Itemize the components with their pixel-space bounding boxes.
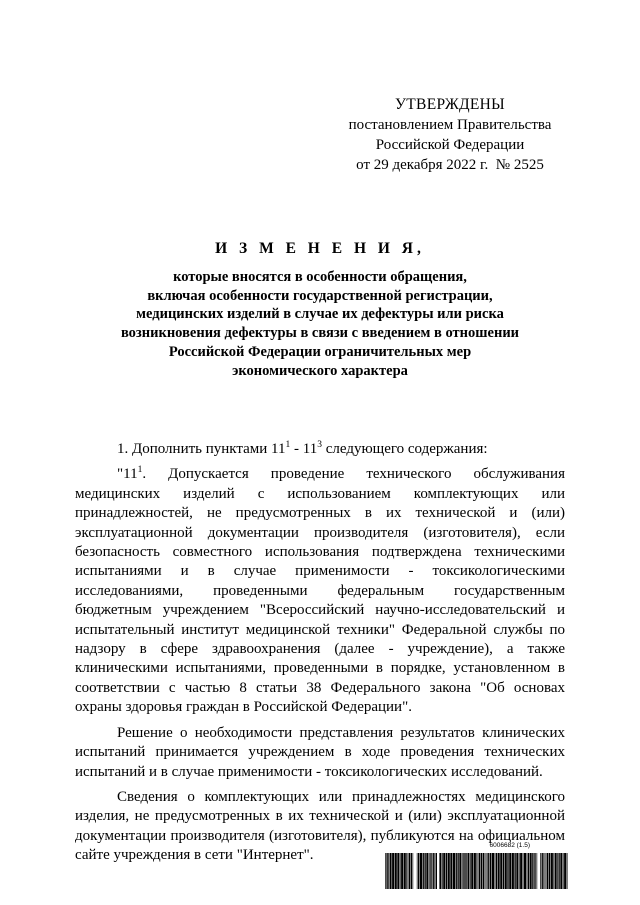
barcode-bar (488, 853, 489, 889)
barcode-bar (443, 853, 445, 889)
barcode-bar (496, 853, 497, 889)
barcode-bar (500, 853, 502, 889)
barcode-bar (514, 853, 515, 889)
subtitle-line: включая особенности государственной регистрации, (147, 287, 493, 304)
subtitle-line: Российской Федерации ограничительных мер (168, 343, 472, 360)
barcode-bar (408, 853, 409, 889)
barcode-bar (487, 853, 488, 889)
barcode-bar (495, 853, 496, 889)
barcode-bar (431, 853, 432, 889)
item-1-intro: 1. Дополнить пунктами $11^1 - 11^3$ следующего содержания: (117, 440, 488, 457)
document-barcode (384, 842, 568, 892)
barcode-bar (457, 853, 458, 889)
paragraph-11-1: "$11^1$. Допускается проведение технического обслуживания медицинских изделий с использованием комплектующих или принадлежностей, не предусмотренных в их технической и (или) эксплуатационной документации производителя (изготовителя), если безопасность совместного использования подтверждена техническими испытаниями и в случае применимости - токсикологическими исследованиями, проведенными федеральным государственным бюджетным учреждением "Всероссийский научно-исследовательский и испытательный институт медицинской техники" Федеральной службы по надзору в сфере здравоохранения (далее - учреждение), а также клиническими испытаниями, проведенными в порядке, установленном в соответствии с частью 8 статьи 38 Федерального закона "Об основах охраны здоровья граждан в Российской Федерации". (75, 465, 565, 716)
barcode-bar (459, 853, 461, 889)
barcode-bar (537, 853, 538, 889)
barcode-bar (385, 853, 386, 889)
barcode-bar (509, 853, 511, 889)
barcode-icon (384, 853, 568, 889)
barcode-bar (478, 853, 479, 889)
barcode-bar (417, 853, 418, 889)
barcode-bar (429, 853, 430, 889)
barcode-bar (479, 853, 480, 889)
barcode-bar (406, 853, 407, 889)
barcode-bar (450, 853, 452, 889)
barcode-bar (520, 853, 522, 889)
barcode-bar (434, 853, 435, 889)
barcode-bar (390, 853, 392, 889)
barcode-bar (528, 853, 529, 889)
barcode-bar (423, 853, 424, 889)
barcode-bar (463, 853, 464, 889)
barcode-caption: 6006682 (1.5) (489, 842, 530, 849)
barcode-bar (560, 853, 562, 889)
barcode-bar (530, 853, 532, 889)
barcode-bar (448, 853, 450, 889)
barcode-bar (456, 853, 457, 889)
barcode-bar (555, 853, 557, 889)
barcode-bar (433, 853, 434, 889)
barcode-bar (424, 853, 425, 889)
subtitle-line: экономического характера (232, 362, 408, 379)
barcode-bar (503, 853, 504, 889)
barcode-bar (543, 853, 544, 889)
barcode-bar (524, 853, 526, 889)
approval-line-2: Российской Федерации (375, 137, 525, 153)
barcode-bar (400, 853, 401, 889)
barcode-bar (397, 853, 399, 889)
barcode-bar (527, 853, 528, 889)
barcode-bar (507, 853, 508, 889)
barcode-bar (558, 853, 559, 889)
barcode-bar (418, 853, 419, 889)
barcode-bar (567, 853, 568, 889)
barcode-bar (467, 853, 469, 889)
approval-line-1: постановлением Правительства (348, 117, 552, 133)
paragraph-decision: Решение о необходимости представления результатов клинических испытаний принимается учреждением в ходе проведения технических испытаний и в случае применимости - токсикологических исследований. (75, 724, 565, 780)
approval-date-number: от 29 декабря 2022 г. № 2525 (356, 157, 544, 173)
barcode-bar (462, 853, 463, 889)
barcode-bar (540, 853, 541, 889)
barcode-bar (492, 853, 494, 889)
barcode-bar (436, 853, 437, 889)
barcode-bar (551, 853, 553, 889)
barcode-bar (545, 853, 546, 889)
subtitle-line: медицинских изделий в случае их дефектуры или риска (136, 306, 504, 323)
barcode-bar (564, 853, 566, 889)
barcode-bar (442, 853, 443, 889)
barcode-bar (483, 853, 484, 889)
barcode-bar (535, 853, 536, 889)
barcode-bar (409, 853, 410, 889)
paragraph-info: Сведения о комплектующих или принадлежностях медицинского изделия, не предусмотренных в их технической и (или) эксплуатационной документации производителя (изготовителя), публикуются на официальном сайте учреждения в сети "Интернет". (75, 788, 565, 864)
barcode-bar (426, 853, 428, 889)
barcode-bar (481, 853, 482, 889)
barcode-bar (542, 853, 543, 889)
barcode-bar (523, 853, 524, 889)
barcode-bar (549, 853, 550, 889)
barcode-bar (519, 853, 520, 889)
barcode-bar (485, 853, 486, 889)
subtitle-line: возникновения дефектуры в связи с введением в отношении (120, 325, 520, 342)
barcode-bar (453, 853, 455, 889)
barcode-bar (470, 853, 471, 889)
barcode-bar (430, 853, 431, 889)
barcode-bar (534, 853, 535, 889)
barcode-bar (516, 853, 518, 889)
approval-stamp (330, 95, 570, 175)
barcode-bar (411, 853, 412, 889)
barcode-bar (386, 853, 387, 889)
barcode-bar (401, 853, 403, 889)
barcode-bar (512, 853, 514, 889)
barcode-bar (505, 853, 507, 889)
barcode-bar (392, 853, 394, 889)
barcode-bar (388, 853, 389, 889)
document-subtitle (110, 268, 530, 380)
approval-heading: УТВЕРЖДЕНЫ (395, 96, 505, 113)
barcode-bar (547, 853, 548, 889)
barcode-bar (395, 853, 397, 889)
document-title: И З М Е Н Е Н И Я, (215, 240, 425, 257)
barcode-bar (446, 853, 447, 889)
barcode-bar (464, 853, 465, 889)
barcode-bar (486, 853, 487, 889)
barcode-bar (471, 853, 473, 889)
barcode-bar (413, 853, 414, 889)
barcode-bar (476, 853, 477, 889)
subtitle-line: которые вносятся в особенности обращения, (173, 269, 467, 285)
barcode-bar (553, 853, 554, 889)
barcode-bar (532, 853, 533, 889)
barcode-bar (546, 853, 547, 889)
barcode-bar (490, 853, 491, 889)
barcode-bar (466, 853, 467, 889)
barcode-bar (439, 853, 441, 889)
barcode-bar (474, 853, 476, 889)
barcode-bar (404, 853, 406, 889)
barcode-bar (420, 853, 422, 889)
document-body (75, 440, 565, 866)
barcode-bar (557, 853, 558, 889)
barcode-bar (563, 853, 564, 889)
barcode-bar (498, 853, 500, 889)
